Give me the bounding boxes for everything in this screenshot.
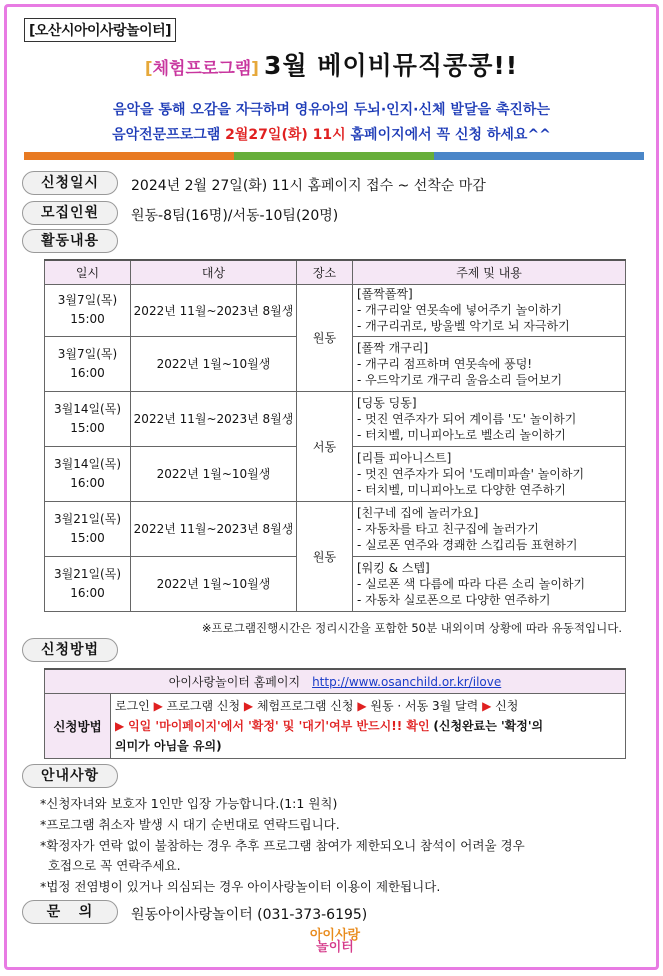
topic-item: - 개구리 점프하며 연못속에 풍덩!: [357, 356, 533, 371]
notice-item: *프로그램 취소자 발생 시 대기 순번대로 연락드립니다.: [40, 817, 340, 832]
row-date: [45, 336, 131, 391]
intro-line-1: 음악을 통해 오감을 자극하며 영유아의 두뇌·인지·신체 발달을 촉진하는: [113, 102, 550, 118]
topic-title: [리틀 피아니스트]: [357, 450, 452, 465]
row-topic: [353, 556, 626, 611]
row-topic: [353, 336, 626, 391]
row-place: 서동: [297, 391, 353, 501]
date-day: 3월7일(목): [57, 346, 118, 361]
header-place: 장소: [297, 260, 353, 284]
intro-deadline: 2월27일(화) 11시: [225, 127, 346, 143]
date-time: 15:00: [70, 312, 105, 326]
homepage-link[interactable]: http://www.osanchild.or.kr/ilove: [312, 674, 502, 689]
table-row: [45, 391, 626, 446]
logo-line-2: 놀이터: [316, 940, 354, 955]
row-target: 2022년 1월~10월생: [131, 336, 297, 391]
title-tag-text: 체험프로그램: [152, 59, 252, 79]
topic-title: [폴짝 개구리]: [357, 340, 429, 355]
header-target: 대상: [131, 260, 297, 284]
row-topic: [353, 284, 626, 336]
arrow-right-icon: ▶: [153, 698, 163, 713]
row-date: [45, 556, 131, 611]
schedule-note: ※프로그램진행시간은 정리시간을 포함한 50분 내외이며 상황에 따라 유동적입니다.: [201, 621, 622, 635]
notice-item: 호접으로 꼭 연락주세요.: [40, 858, 181, 873]
row-place: 원동: [297, 284, 353, 391]
date-time: 16:00: [70, 475, 105, 490]
topic-title: [폴짝폴짝]: [357, 287, 413, 301]
contact-text: 원동아이사랑놀이터 (031-373-6195): [131, 907, 368, 923]
table-row: [45, 501, 626, 556]
step-login: 로그인: [115, 698, 150, 713]
arrow-right-icon: ▶: [243, 698, 254, 713]
schedule-table: [44, 259, 626, 612]
notice-label: 안내사항: [22, 764, 118, 788]
topic-item: - 우드악기로 개구리 울음소리 들어보기: [357, 372, 563, 387]
step-apply: 신청: [495, 698, 519, 713]
title-bracket-open: [: [144, 59, 153, 79]
topic-item: - 실로폰 연주와 경쾌한 스킵리듬 표현하기: [357, 537, 578, 552]
step-calendar: 원동 · 서동 3월 달력: [370, 698, 479, 713]
row-topic: [353, 501, 626, 556]
apply-date-label: 신청일시: [22, 171, 118, 195]
colorbar-blue: [434, 152, 644, 160]
row-target: 2022년 11월~2023년 8월생: [131, 391, 297, 446]
apply-steps: [111, 693, 626, 758]
apply-warning-note-2: 의미가 아님을 유의): [115, 738, 222, 753]
header-date: 일시: [45, 260, 131, 284]
title-tag: [145, 59, 259, 79]
method-label: 신청방법: [22, 638, 118, 662]
row-topic: [353, 391, 626, 446]
intro-line-2-pre: 음악전문프로그램: [112, 127, 226, 143]
notice-item: *법정 전염병이 있거나 의심되는 경우 아이사랑놀이터 이용이 제한됩니다.: [40, 879, 441, 894]
topic-title: [딩동 딩동]: [357, 395, 417, 410]
activity-label: 활동내용: [22, 229, 118, 253]
title-bracket-close: ]: [251, 59, 259, 79]
contact-label: 문 의: [22, 900, 118, 924]
row-place: 원동: [297, 501, 353, 611]
row-date: [45, 391, 131, 446]
apply-warning: 익일 '마이페이지'에서 '확정' 및 '대기'여부 반드시!! 확인: [128, 718, 430, 733]
topic-item: - 멋진 연주자가 되어 계이름 '도' 놀이하기: [357, 411, 577, 426]
topic-item: - 멋진 연주자가 되어 '도레미파솔' 놀이하기: [357, 466, 585, 481]
intro-line-2-post: 홈페이지에서 꼭 신청 하세요^^: [345, 127, 551, 143]
step-program: 프로그램 신청: [166, 698, 241, 713]
topic-title: [워킹 & 스텝]: [357, 560, 430, 575]
row-topic: [353, 446, 626, 501]
step-experience: 체험프로그램 신청: [256, 698, 354, 713]
page-title: [0, 46, 663, 82]
topic-item: - 터치벨, 미니피아노로 벨소리 놀이하기: [357, 427, 566, 442]
org-tag: [오산시아이사랑놀이터]: [24, 18, 176, 42]
logo: [300, 930, 370, 954]
row-target: 2022년 11월~2023년 8월생: [131, 284, 297, 336]
apply-header-row: [45, 669, 626, 693]
recruit-label: 모집인원: [22, 201, 118, 225]
date-day: 3월7일(목): [57, 293, 118, 307]
row-date: [45, 284, 131, 336]
row-target: 2022년 1월~10월생: [131, 556, 297, 611]
homepage-label: 아이사랑놀이터 홈페이지: [168, 674, 301, 689]
date-time: 15:00: [70, 420, 105, 435]
arrow-right-icon: ▶: [357, 698, 367, 713]
row-date: [45, 446, 131, 501]
topic-item: - 실로폰 색 다름에 따라 다른 소리 놀이하기: [357, 576, 586, 591]
notice-item: *신청자녀와 보호자 1인만 입장 가능합니다.(1:1 원칙): [40, 796, 338, 811]
topic-item: - 자동차 실로폰으로 다양한 연주하기: [357, 592, 551, 607]
apply-row-label: 신청방법: [45, 693, 111, 758]
topic-item: - 터치벨, 미니피아노로 다양한 연주하기: [357, 482, 566, 497]
recruit-text: 원동-8팀(16명)/서동-10팀(20명): [131, 208, 339, 224]
apply-table: [44, 668, 626, 759]
topic-item: - 개구리귀로, 방울벨 악기로 뇌 자극하기: [357, 319, 570, 333]
topic-title: [친구네 집에 놀러가요]: [357, 505, 479, 520]
row-date: [45, 501, 131, 556]
date-day: 3월14일(목): [53, 401, 122, 416]
intro-line-2: [0, 124, 663, 144]
date-time: 16:00: [70, 365, 105, 380]
logo-line-1: 아이사랑: [309, 928, 361, 943]
colorbar-orange: [24, 152, 234, 160]
apply-homepage: [45, 669, 626, 693]
apply-date-text: 2024년 2월 27일(화) 11시 홈페이지 접수 ~ 선착순 마감: [131, 178, 486, 194]
table-row: [45, 284, 626, 336]
date-time: 16:00: [70, 585, 105, 600]
date-day: 3월14일(목): [53, 456, 122, 471]
arrow-right-icon: ▶: [115, 718, 125, 733]
header-topic: 주제 및 내용: [353, 260, 626, 284]
colorbar-green: [234, 152, 434, 160]
row-target: 2022년 1월~10월생: [131, 446, 297, 501]
topic-item: - 자동차를 타고 친구집에 놀러가기: [357, 521, 539, 536]
schedule-header-row: [45, 260, 626, 284]
title-main: 3월 베이비뮤직콩콩!!: [264, 51, 519, 80]
notice-item: *확정자가 연락 없이 불참하는 경우 추후 프로그램 참여가 제한되오니 참석이 어려울 경우: [40, 838, 525, 853]
row-target: 2022년 11월~2023년 8월생: [131, 501, 297, 556]
arrow-right-icon: ▶: [482, 698, 492, 713]
date-day: 3월21일(목): [53, 566, 122, 581]
date-day: 3월21일(목): [53, 511, 122, 526]
date-time: 15:00: [70, 530, 105, 545]
apply-steps-row: [45, 693, 626, 758]
apply-warning-note: (신청완료는 '확정'의: [433, 718, 544, 733]
topic-item: - 개구리알 연못속에 넣어주기 놀이하기: [357, 303, 563, 317]
